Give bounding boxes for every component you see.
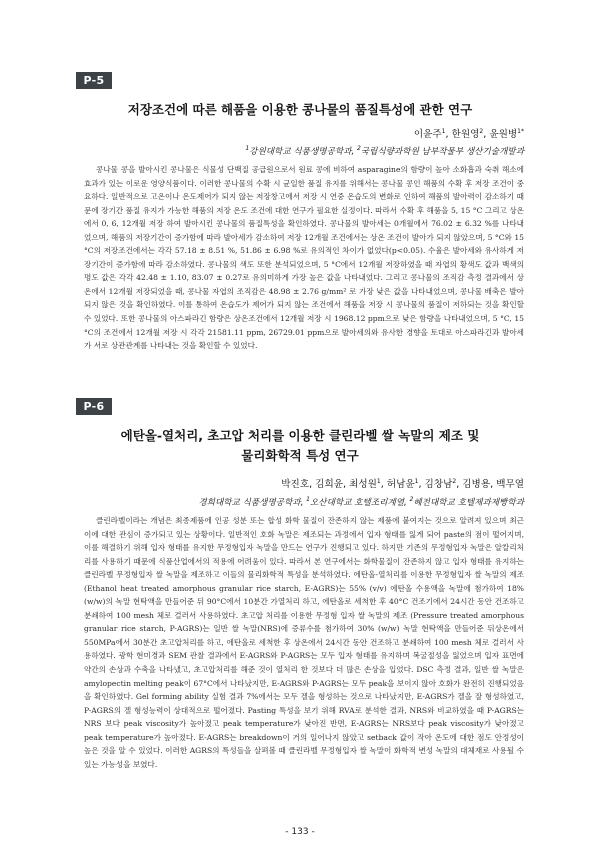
section-code-badge (76, 72, 112, 89)
affiliation: 오산대학교 호텔조리계열, (310, 498, 407, 508)
author-affiliation-mark: 2 (479, 127, 484, 135)
author-name: 이윤주 (413, 129, 442, 140)
paper-title: 저장조건에 따른 해품을 이용한 콩나물의 품질특성에 관한 연구 (127, 102, 473, 117)
affiliation: 혜전대학교 호텔제과제빵학과 (413, 498, 524, 508)
section-code-badge (76, 398, 112, 415)
author-affiliation-mark: 1 (441, 127, 446, 135)
affiliation: 강원대학교 식품생명공학과, (249, 147, 355, 157)
paper-title-line: 물리화학적 특성 연구 (241, 448, 359, 463)
author-affiliation-mark: 1 (376, 477, 381, 485)
paper-title (76, 426, 524, 466)
abstract-paragraph: 콩나물 콩을 발아시킨 콩나물은 식물성 단백질 공급원으로서 원료 콩에 비하여 asparagine의 함량이 높아 소화흡과 숙취 해소에 효과가 있는 이로운 영양식품이다. 이러한 콩나물의 수확 시 균일한 품질 유지를 위해서는 콩나물 콩인 해품의 수확 후 저장 조건이 중요하다. 일반적으로 고온이나 온도제어가 되지 않는 저장창고에서 저장 시 연중 온습도의 변화로 인하여 해품의 발아력이 감소하기 때문에 장기간 품질 유지가 가능한 해품의 저장 온도 조건에 대한 연구가 필요한 실정이다. 따라서 수확 후 해품을 5, 15 °C 그리고 상온에서 0, 6, 12개월 저장 하여 발아시킨 콩나물의 품질특성을 확인하였다. 콩나물의 발아세는 0개월에서 76.02 ± 6.32 %를 나타내었으며, 해품의 저장기간이 증가함에 따라 발아세가 감소하여 저장 12개월 조건에서는 상온 조건이 발아가 되지 않았으며, 5 °C와 15 °C의 저장조건에서는 각각 57.18 ± 8.51 %, 51.86 ± 6.98 %로 유의적인 차이가 없었다(p<0.05). 수율은 발아세와 유사하게 저장기간이 증가함에 따라 감소하였다. 콩나물의 색도 또한 분석되었으며, 5 °C에서 12개월 저장하였을 때 자엽의 황색도 값과 백색의 명도 값은 각각 42.48 ± 1.10, 83.07 ± 0.27로 유의미하게 가장 높은 값을 나타내었다. 그리고 콩나물의 조직감 측정 결과에서 상온에서 12개월 저장되었을 때, 콩나물 자엽의 조직감은 48.98 ± 2.76 g/mm² 로 가장 낮은 값을 나타내었으며, 콩나물 배축은 발아되지 않은 것을 확인하였다. 이를 통하여 온습도가 제어가 되지 않는 조건에서 해품을 저장 시 콩나물의 품질이 저하되는 것을 확인할 수 있었다. 또한 콩나물의 아스파라긴 함량은 상온조건에서 12개월 저장 시 1968.12 ppm으로 낮은 함량을 나타내었으며, 5 °C, 15 °C의 조건에서 12개월 저장 시 각각 21581.11 ppm, 26729.01 ppm으로 발아세의와 유사한 경향을 토대로 아스파라긴과 발아세가 서로 상관관계를 나타내는 것을 확인할 수 있었다. (84, 165, 524, 351)
page-number: - 133 - (285, 827, 315, 837)
affiliation-line (198, 496, 524, 508)
affiliation: 국립식량과학원 남부작물부 생산기술개발과 (360, 147, 524, 157)
affiliation-mark: 2 (409, 496, 414, 504)
abstract-paragraph: 클린라벨이라는 개념은 최종제품에 인공 성분 또는 합성 화학 물질이 잔존하지 않는 제품에 붙여지는 것으로 알려져 있으며 최근 이에 대한 관심이 증가되고 있는 상황이다. 일반적인 호화 녹말은 제조되는 과정에서 입자 형태를 잃게 되어 paste의 점이 떨어지며, 이를 해결하기 위해 입자 형태를 유지한 무정형입자 녹말을 만드는 연구가 진행되고 있다. 하지만 기존의 무정형입자 녹말은 알칼리처리를 사용하기 때문에 식품산업에서의 적용에 어려움이 있다. 따라서 본 연구에서는 화학물질이 잔존하지 않고 입자 형태를 유지하는 클린라벨 무정형입자 쌀 녹말을 제조하고 이들의 물리화학적 특성을 분석하였다. 에탄올-열처리를 이용한 무정형입자 쌀 녹말의 제조 (Ethanol heat treated amorphous granular rice starch, E-AGRS)는 55% (v/v) 에탄올 수용액을 녹말에 첨가하여 18% (w/w)의 녹말 현탁액을 만들어준 뒤 90°C에서 10분간 가열처리 하고, 에탄올로 세척한 후 40°C 건조기에서 24시간 동안 건조하고 분쇄하여 100 mesh 체로 걸러서 사용하였다. 초고압 처리를 이용한 무정형 입자 쌀 녹말의 제조 (Pressure treated amorphous granular rice starch, P-AGRS)는 일반 쌀 녹말(NRS)에 증류수를 첨가하여 30% (w/w) 녹말 현탁액을 만들어준 뒤상온에서 550MPa에서 30분간 초고압처리를 하고, 에탄올로 세척한 후 상온에서 24시간 동안 건조하고 분쇄하여 100 mesh 체로 걸러서 사용하였다. 광학 현미경과 SEM 관찰 결과에서 E-AGRS와 P-AGRS는 모두 입자 형태를 유지하며 복굴절성을 잃었으며 입자 표면에 약간의 손상과 수축을 나타냈고, 초고압처리를 해준 것이 열처리 한 것보다 더 많은 손상을 입었다. DSC 측정 결과, 일반 쌀 녹말은 amylopectin melting peak이 67°C에서 나타났지만, E-AGRS와 P-AGRS는 모두 peak을 보이지 않아 호화가 완전히 진행되었음을 확인하였다. Gel forming ability 실험 결과 7%에서는 모두 겔을 형성하는 것으로 나타났지만, E-AGRS가 겔을 잘 형성하였고, P-AGRS의 겔 형성능력이 상대적으로 떨어졌다. Pasting 특성을 보기 위해 RVA로 분석한 결과, NRS와 비교하였을 때 P-AGRS는 NRS 보다 peak viscosity가 높아졌고 peak temperature가 낮아진 반면, E-AGRS는 NRS보다 peak viscosity가 낮아졌고 peak temperature가 높아졌다. E-AGRS는 breakdown이 거의 일어나지 않았고 setback 값이 작아 온도에 대한 점도 안정성이 높은 것을 알 수 있었다. 이러한 AGRS의 특성들을 살펴볼 때 클린라벨 무정형입자 쌀 녹말이 화학적 변성 녹말의 대체재로 사용될 수 있는 가능성을 보였다. (84, 516, 524, 769)
author-affiliation-mark: 2 (452, 477, 457, 485)
paper-title-line: 에탄올-열처리, 초고압 처리를 이용한 클린라벨 쌀 녹말의 제조 및 (120, 428, 480, 443)
author-affiliation-mark: 1* (517, 127, 524, 135)
affiliation-mark: 1 (245, 145, 250, 153)
affiliation-mark: 1 (306, 496, 310, 504)
section-code: P-6 (83, 400, 105, 413)
author-affiliation-mark: 1 (414, 477, 419, 485)
author-list (281, 476, 524, 490)
affiliation: 경희대학교 식품생명공학과, (198, 498, 304, 508)
abstract-body (84, 514, 524, 771)
author-names: 박진호, 김희윤, 최성원 (281, 479, 377, 490)
author-names: , 김창남 (418, 479, 453, 490)
author-list: 이윤주$^1$, 한원영$^2$, 윤원병$^{1*}$ (413, 127, 524, 140)
author-names: , 허남윤 (380, 479, 415, 490)
affiliation-line (245, 145, 524, 157)
author-names: , 김병용, 백무열 (456, 479, 524, 490)
affiliation-mark: 2 (356, 145, 361, 153)
author-name: 한원영 (451, 129, 480, 140)
author-name: 윤원병 (489, 129, 518, 140)
section-code: P-5 (83, 74, 105, 87)
abstract-body (84, 163, 524, 353)
